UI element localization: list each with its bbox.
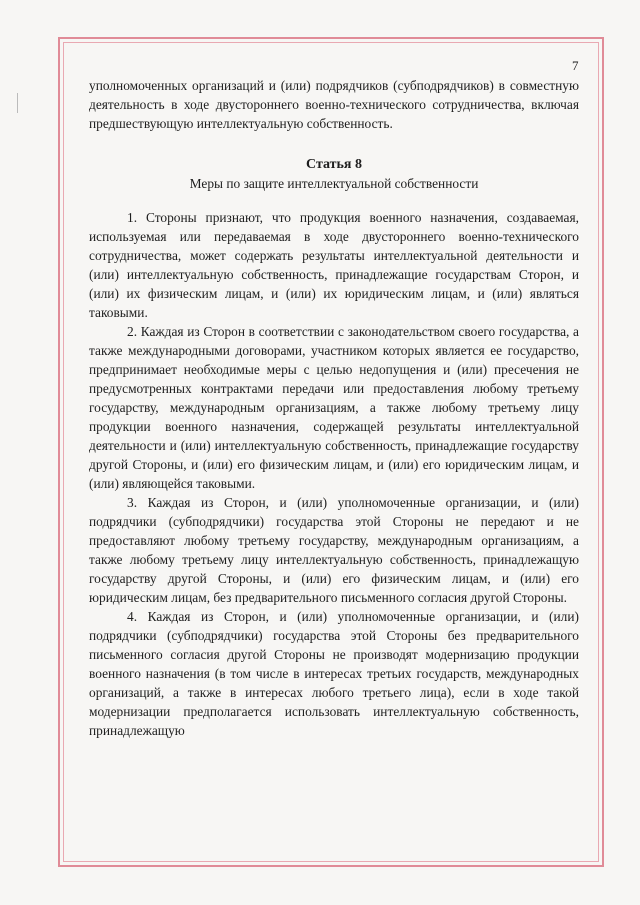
spacer (89, 133, 579, 155)
document-body (89, 76, 579, 740)
article-paragraph-4: 4. Каждая из Сторон, и (или) уполномоченные организации, и (или) подрядчики (субподрядчики) государства этой Стороны без предварительного письменного согласия другой Стороны не производят модернизацию продукции военного назначения (в том числе в интересах третьих государств, международных организаций, а также в интересах любого третьего лица), если в ходе такой модернизации предполагается использовать интеллектуальную собственность, принадлежащую (89, 609, 579, 738)
scan-mark (17, 93, 18, 113)
article-subtitle: Меры по защите интеллектуальной собственности (189, 176, 479, 191)
page-number: 7 (572, 58, 579, 73)
article-paragraph-3: 3. Каждая из Сторон, и (или) уполномоченные организации, и (или) подрядчики (субподрядчики) государства этой Стороны не передают и не предоставляют любому третьему государству, международным организациям, а также любому третьему лицу интеллектуальную собственность, принадлежащую государству другой Стороны, и (или) его физическим лицам, и (или) его юридическим лицам, без предварительного письменного согласия другой Стороны. (89, 495, 579, 605)
article-paragraph-1: 1. Стороны признают, что продукция военного назначения, создаваемая, используемая или передаваемая в ходе двустороннего военно-технического сотрудничества, может содержать результаты интеллектуальной деятельности и (или) интеллектуальную собственность, принадлежащие государствам Сторон, и (или) их физическим лицам, и (или) их юридическим лицам, и (или) являться таковыми. (89, 210, 579, 320)
article-paragraph-2: 2. Каждая из Сторон в соответствии с законодательством своего государства, а также международными договорами, участником которых является ее государство, предпринимает необходимые меры с целью недопущения и (или) пресечения не предусмотренных контрактами передачи или предоставления любому третьему государству, международным организациям, а также любому третьему лицу продукции военного назначения, содержащей результаты интеллектуальной деятельности и (или) интеллектуальную собственность, принадлежащие государству другой Стороны, и (или) его физическим лицам, и (или) его юридическим лицам, и (или) являющейся таковыми. (89, 324, 579, 491)
intro-paragraph: уполномоченных организаций и (или) подрядчиков (субподрядчиков) в совместную деятельность в ходе двустороннего военно-технического сотрудничества, включая предшествующую интеллектуальную собственность. (89, 78, 579, 131)
article-title: Статья 8 (306, 157, 362, 172)
